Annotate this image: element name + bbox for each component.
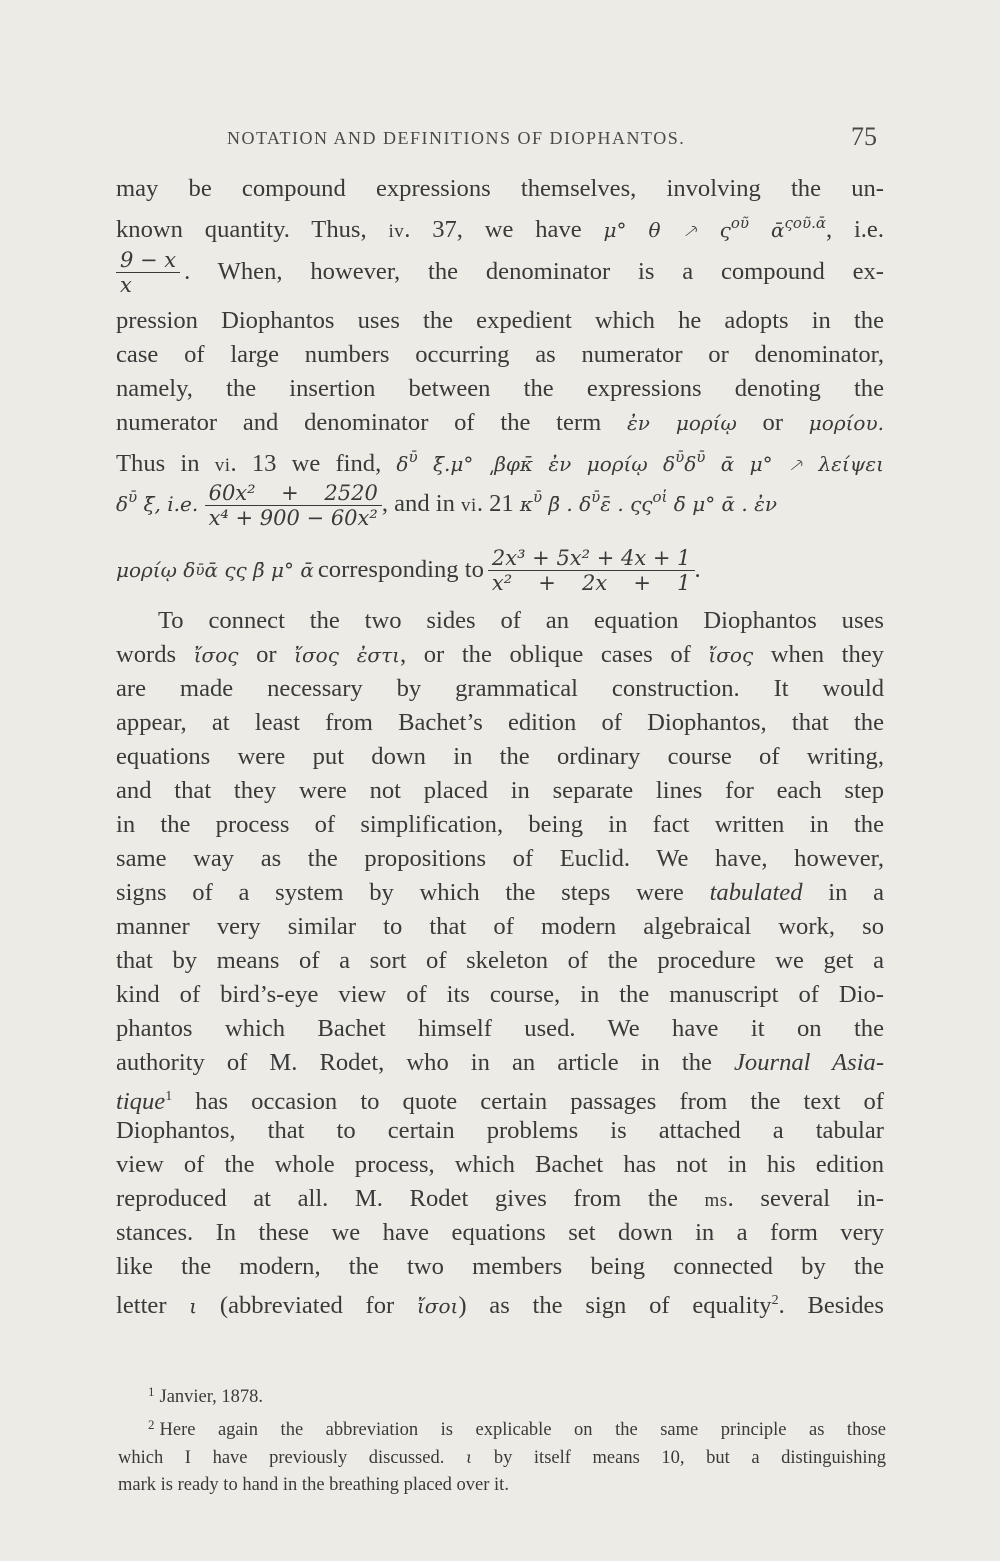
text-line: same way as the propositions of Euclid. We have, however, xyxy=(116,845,884,872)
greek-superscript: ῡ xyxy=(696,448,706,466)
abbreviation: ms xyxy=(704,1190,728,1211)
greek-notation: β̄ . δ xyxy=(542,492,592,517)
fraction xyxy=(488,546,695,595)
text-line: view of the whole process, which Bachet has not in his edition xyxy=(116,1151,884,1178)
text-span: reproduced at all. M. Rodet gives from the xyxy=(116,1185,705,1212)
greek-notation: ᾱ ςς β̄ μ° ᾱ xyxy=(204,558,314,582)
text-span: ) as the sign of equality xyxy=(458,1292,772,1319)
text-line: that by means of a sort of skeleton of the procedure we get a xyxy=(116,947,884,974)
text-line: appear, at least from Bachet’s edition of Diophantos, that the xyxy=(116,709,884,736)
greek-superscript: οἱ xyxy=(652,488,668,507)
text-span: authority of M. Rodet, who in an article in the xyxy=(116,1049,734,1076)
text-span: . Besides xyxy=(778,1292,884,1319)
footnote-2-line: mark is ready to hand in the breathing placed over it. xyxy=(118,1475,509,1495)
footnote-2 xyxy=(118,1411,886,1444)
footnote-text: Here again the abbreviation is explicable on the same principle as those xyxy=(159,1420,886,1440)
greek-notation: ἴσος xyxy=(708,643,754,667)
footnotes xyxy=(118,1378,886,1499)
fraction-numerator: 60x² + 2520 xyxy=(205,481,382,506)
fraction xyxy=(116,248,180,297)
text-line xyxy=(116,876,884,910)
journal-title: Journal Asia- xyxy=(733,1049,885,1076)
book-numeral: vi xyxy=(214,455,231,476)
text-span: . 21 xyxy=(476,490,520,518)
text-line: in the process of simplification, being in fact written in the xyxy=(116,811,884,838)
greek-superscript: ῡ xyxy=(128,488,138,507)
text-span: known quantity. Thus, xyxy=(116,216,389,243)
fraction-denominator: x⁴ + 900 − 60x² xyxy=(208,505,378,530)
footnote-marker: 1 xyxy=(148,1384,155,1399)
text-span: letter xyxy=(116,1292,190,1319)
journal-title: tique xyxy=(116,1088,166,1115)
greek-notation: ε̄ . ςς xyxy=(600,492,653,517)
text-line-with-fraction xyxy=(116,474,884,536)
text-line xyxy=(116,440,884,477)
text-line: like the modern, the two members being connected by the xyxy=(116,1253,884,1280)
text-line: may be compound expressions themselves, involving the un- xyxy=(116,175,884,202)
greek-notation: ᾱ xyxy=(748,218,785,242)
greek-superscript: ῡ xyxy=(408,448,418,466)
fraction xyxy=(205,481,382,530)
text-span: or xyxy=(238,641,295,668)
greek-superscript: ῡ xyxy=(195,561,205,579)
text-line: equations were put down in the ordinary course of writing, xyxy=(116,743,884,770)
footnote-text: which I have previously discussed. xyxy=(118,1448,466,1468)
greek-notation: ἴσος ἐστι xyxy=(294,643,400,667)
page-number: 75 xyxy=(851,122,877,151)
footnote-marker: 2 xyxy=(148,1417,155,1432)
italic-word: tabulated xyxy=(709,879,803,906)
greek-notation: κ xyxy=(519,492,533,517)
text-span: . 37, we have xyxy=(404,216,604,243)
text-span: . xyxy=(694,556,701,583)
greek-superscript: οῦ xyxy=(730,214,749,232)
book-numeral: iv xyxy=(388,221,405,242)
footnote-ref: 1 xyxy=(165,1089,173,1104)
greek-notation: ἴσοι xyxy=(416,1294,459,1318)
text-line xyxy=(116,1080,884,1114)
footnote-2-line xyxy=(118,1444,886,1472)
book-numeral: vi xyxy=(461,495,477,517)
footnote-text: by itself means 10, but a distinguishing xyxy=(472,1448,886,1468)
text-span: or xyxy=(736,409,809,436)
text-span: when they xyxy=(753,641,884,668)
greek-notation: δ̄ μ° ᾱ . ἐν xyxy=(667,492,778,517)
text-line xyxy=(116,406,884,440)
greek-notation: δ xyxy=(684,452,697,476)
text-line xyxy=(116,1182,884,1216)
text-span: signs of a system by which the steps were xyxy=(116,879,710,906)
fraction-numerator: 9 − x xyxy=(116,248,180,273)
text-line: kind of bird’s-eye view of its course, in the manuscript of Dio- xyxy=(116,981,884,1008)
text-span: . When, however, the denominator is a compound ex- xyxy=(184,258,884,285)
greek-superscript: ςοῦ.ᾱ xyxy=(784,214,826,232)
footnote-1 xyxy=(118,1378,886,1411)
text-span: words xyxy=(116,641,194,668)
fraction-numerator: 2x³ + 5x² + 4x + 1 xyxy=(488,546,695,571)
greek-notation: δ xyxy=(396,452,409,476)
text-line: manner very similar to that of modern algebraical work, so xyxy=(116,913,884,940)
page-header xyxy=(115,122,885,162)
text-line: namely, the insertion between the expressions denoting the xyxy=(116,375,884,402)
text-span: , i.e. xyxy=(825,216,884,243)
greek-notation: ᾱ μ° ⸕ λείψει xyxy=(705,452,884,476)
text-span: corresponding to xyxy=(317,556,484,583)
text-line: and that they were not placed in separate lines for each step xyxy=(116,777,884,804)
text-line: pression Diophantos uses the expedient which he adopts in the xyxy=(116,307,884,334)
text-span: . several in- xyxy=(727,1185,884,1212)
footnote-ref: 2 xyxy=(771,1293,779,1308)
greek-notation: ι xyxy=(465,1448,473,1467)
text-span: Thus in xyxy=(116,450,215,477)
text-line: phantos which Bachet himself used. We have it on the xyxy=(116,1015,884,1042)
text-span: in a xyxy=(802,879,885,906)
text-span: numerator and denominator of the term xyxy=(116,409,627,436)
greek-notation: μορίου. xyxy=(808,411,884,435)
greek-notation: ἴσος xyxy=(193,643,239,667)
text-span: , and in xyxy=(381,490,462,518)
greek-notation: ἐν μορίῳ xyxy=(626,411,737,435)
fraction-denominator: x² + 2x + 1 xyxy=(491,570,691,595)
greek-notation: μ° θ ⸕ ς xyxy=(603,218,731,242)
text-span: . 13 we find, xyxy=(230,450,397,477)
main-text xyxy=(116,172,884,1318)
text-line: stances. In these we have equations set down in a form very xyxy=(116,1219,884,1246)
text-line xyxy=(116,206,884,243)
greek-notation: μορίῳ δ xyxy=(116,558,196,582)
text-line: Diophantos, that to certain problems is attached a tabular xyxy=(116,1117,884,1144)
text-line xyxy=(116,1284,884,1318)
text-line-with-fraction xyxy=(116,536,884,604)
text-line xyxy=(116,1046,884,1080)
greek-notation: δ xyxy=(116,492,129,517)
greek-superscript: ῡ xyxy=(591,488,601,507)
paragraph-first-line: To connect the two sides of an equation Diophantos uses xyxy=(158,607,884,634)
greek-notation: ι xyxy=(189,1294,198,1318)
text-line xyxy=(116,638,884,672)
text-span: , or the oblique cases of xyxy=(400,641,709,668)
greek-notation: ξ̄, i.e. xyxy=(137,492,205,517)
greek-superscript: ῡ xyxy=(533,488,543,507)
greek-superscript: ῡ xyxy=(675,448,685,466)
text-span: has occasion to quote certain passages from the text of xyxy=(172,1088,884,1115)
fraction-denominator: x xyxy=(120,272,132,297)
text-line-with-fraction xyxy=(116,240,884,304)
text-span: (abbreviated for xyxy=(197,1292,417,1319)
running-head: NOTATION AND DEFINITIONS OF DIOPHANTOS. xyxy=(227,128,686,148)
footnote-text: Janvier, 1878. xyxy=(159,1387,264,1407)
text-line: case of large numbers occurring as numerator or denominator, xyxy=(116,341,884,368)
greek-notation: ξ̄.μ° ͵βφκ̄ ἐν μορίῳ δ xyxy=(417,452,676,476)
text-group xyxy=(116,480,777,530)
text-line: are made necessary by grammatical construction. It would xyxy=(116,675,884,702)
